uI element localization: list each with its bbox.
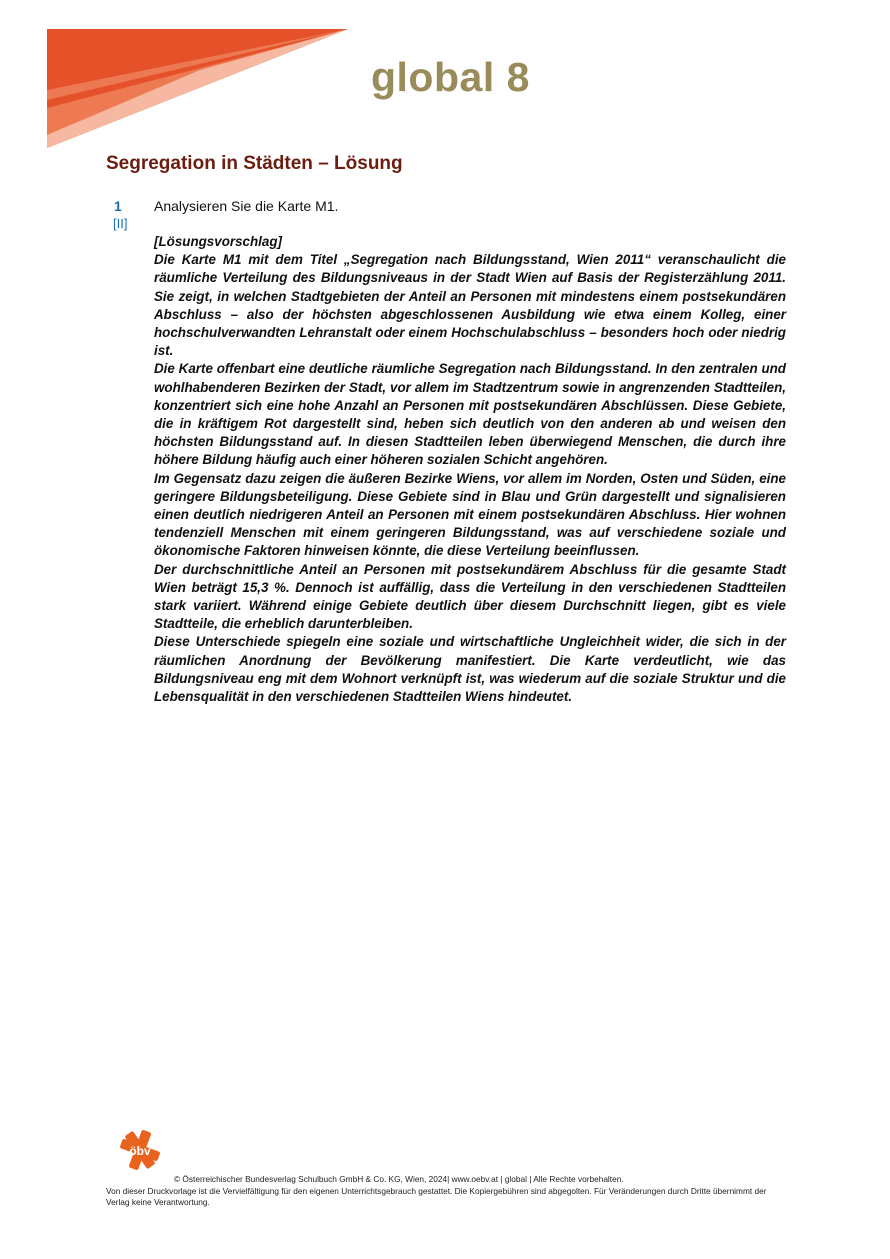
task-level: [II] bbox=[113, 216, 128, 231]
solution-paragraph: Im Gegensatz dazu zeigen die äußeren Bezirke Wiens, vor allem im Norden, Osten und Süden, eine geringere Bildungsbeteiligung. Diese Gebiete sind in Blau und Grün dargestellt und signalisieren einen deutlich niedrigeren Anteil an Personen mit einem postsekundären Abschluss. Hier wohnen tendenziell Menschen mit einem geringeren Bildungsstand, was auf verschiedene soziale und ökonomische Faktoren hinweisen könnte, die diese Verteilung beeinflussen. bbox=[154, 470, 786, 559]
footer-note: Von dieser Druckvorlage ist die Vervielfältigung für den eigenen Unterrichtsgebrauch gestattet. Die Kopiergebühren sind abgegolten. Für Veränderungen durch Dritte übernimmt der Verlag keine Verantwortung. bbox=[106, 1186, 767, 1207]
footer-copyright: © Österreichischer Bundesverlag Schulbuch GmbH & Co. KG, Wien, 2024| www.oebv.at | global | Alle Rechte vorbehalten. bbox=[174, 1174, 624, 1184]
task-text: Analysieren Sie die Karte M1. bbox=[154, 198, 339, 214]
page-title: Segregation in Städten – Lösung bbox=[106, 153, 403, 174]
logo-text: öbv bbox=[129, 1144, 151, 1158]
solution-paragraph: Die Karte offenbart eine deutliche räumliche Segregation nach Bildungsstand. In den zentralen und wohlhabenderen Bezirken der Stadt, vor allem im Stadtzentrum sowie in angrenzenden Stadtteilen, konzentriert sich eine hohe Anzahl an Personen mit postsekundären Abschlüssen. Diese Gebiete, die in kräftigem Rot dargestellt sind, heben sich deutlich von den anderen ab und weisen den höchsten Bildungsstand auf. In diesen Stadtteilen leben überwiegend Menschen, die durch ihre höhere Bildung häufig auch einer höheren sozialen Schicht angehören. bbox=[154, 361, 786, 468]
solution-paragraph: Diese Unterschiede spiegeln eine soziale und wirtschaftliche Ungleichheit wider, die sich in der räumlichen Anordnung der Bevölkerung manifestiert. Die Karte verdeutlicht, wie das Bildungsniveau eng mit dem Wohnort verknüpft ist, was wiederum auf die soziale Struktur und die Lebensqualität in den verschiedenen Stadtteilen Wiens hindeutet. bbox=[154, 634, 786, 705]
task-number: 1 bbox=[114, 198, 122, 214]
solution-block bbox=[154, 233, 786, 706]
oebv-logo bbox=[118, 1128, 162, 1172]
header-corner-graphic bbox=[0, 0, 360, 160]
brand-title: global 8 bbox=[371, 54, 530, 100]
solution-heading: [Lösungsvorschlag] bbox=[154, 234, 282, 249]
solution-paragraph: Die Karte M1 mit dem Titel „Segregation nach Bildungsstand, Wien 2011“ veranschaulicht die räumliche Verteilung des Bildungsniveaus in der Stadt Wien auf Basis der Registerzählung 2011. Sie zeigt, in welchen Stadtgebieten der Anteil an Personen mit mindestens einem postsekundären Abschluss – also der höchsten abgeschlossenen Ausbildung wie etwa einem Kolleg, einer hochschulverwandten Lehranstalt oder einem Hochschulabschluss – besonders hoch oder niedrig ist. bbox=[154, 252, 786, 359]
solution-paragraph: Der durchschnittliche Anteil an Personen mit postsekundärem Abschluss für die gesamte Stadt Wien beträgt 15,3 %. Dennoch ist auffällig, dass die Verteilung in den verschiedenen Stadtteilen stark variiert. Während einige Gebiete deutlich über diesem Durchschnitt liegen, gibt es viele Stadtteile, die erheblich darunterbleiben. bbox=[154, 561, 786, 632]
